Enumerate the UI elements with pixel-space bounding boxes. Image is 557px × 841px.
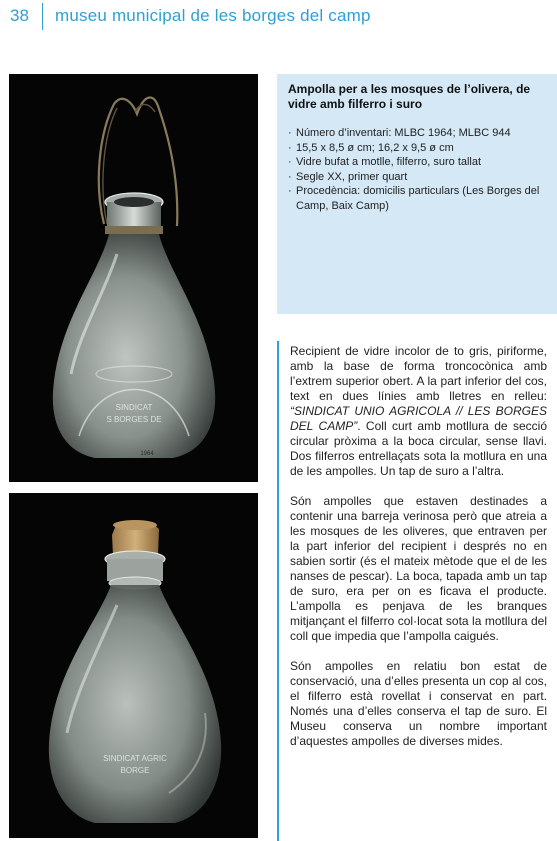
bullet-icon: · (288, 156, 292, 168)
detail-inventory: · Número d’inventari: MLBC 1964; MLBC 944 (288, 127, 511, 139)
page-number: 38 (10, 6, 29, 25)
embossed-text-4: BORGE (120, 766, 150, 775)
paragraph-condition: Són ampolles en relatiu bon estat de conservació, una d’elles presenta un cop al cos, el filferro està rovellat i conservat en part. Només una d’elles conserva el tap de suro. El Museu conserva un nombre important d’aquestes ampolles de diverses mides. (290, 659, 547, 748)
catalog-info-box (277, 74, 557, 314)
object-title: Ampolla per a les mosques de l’olivera, de vidre amb filferro i suro (288, 82, 531, 111)
detail-materials: · Vidre bufat a motlle, filferro, suro tallat (288, 156, 482, 168)
paragraph-function: Són ampolles que estaven destinades a contenir una barreja verinosa però que atreia a les mosques de les oliveres, que entraven per la part inferior del recipient i després no en sabien sortir (és el mateix mètode que el de les nanses de pescar). La boca, tapada amb un tap de suro, era per on es ficava el producte. L’ampolla es penjava de les branques mitjançant el filferro col·locat sota la motllura del coll que impedia que l’ampolla caigués. (290, 494, 547, 643)
paragraph-description: Recipient de vidre incolor de to gris, piriforme, amb la base de forma troncocònica amb l’extrem superior obert. A la part inferior del cos, text en dues línies amb lletres en relleu: “SINDICAT UNIO AGRICOLA // LES BORGES DEL CAMP”. Coll curt amb motllura de secció circular pròxima a la boca circular, sense llavi. Dos filferros entrellaçats sota la motllura en una de les ampolles. Un tap de suro a l’altra. (290, 344, 547, 478)
description-text (290, 344, 547, 764)
detail-date: · Segle XX, primer quart (288, 170, 408, 183)
embossed-text-3: SINDICAT AGRIC (103, 754, 167, 763)
header-divider (42, 3, 43, 30)
body-divider (277, 341, 279, 841)
header-title: museu municipal de les borges del camp (55, 6, 371, 25)
catalog-details-list (288, 126, 549, 213)
bottle-cork-illustration (9, 493, 258, 838)
bottle-photo-wire (9, 74, 258, 482)
bullet-icon: · (288, 127, 292, 139)
bottle-photo-cork (9, 493, 258, 838)
embossed-text-1: SINDICAT (115, 403, 153, 412)
bullet-icon: · (288, 185, 292, 197)
embossed-text-2: S BORGES DE (106, 415, 162, 424)
detail-dimensions: · 15,5 x 8,5 ø cm; 16,2 x 9,5 ø cm (288, 141, 454, 154)
embossed-quote: “SINDICAT UNIO AGRICOLA // LES BORGES DEL CAMP” (290, 404, 547, 433)
bullet-icon: · (288, 170, 292, 183)
inventory-mark: 1964 (140, 451, 154, 457)
bullet-icon: · (288, 141, 292, 154)
page-header (0, 0, 557, 36)
bottle-wire-illustration (9, 74, 258, 482)
detail-provenance: · Procedència: domicilis particulars (Les Borges del Camp, Baix Camp) (288, 185, 540, 212)
